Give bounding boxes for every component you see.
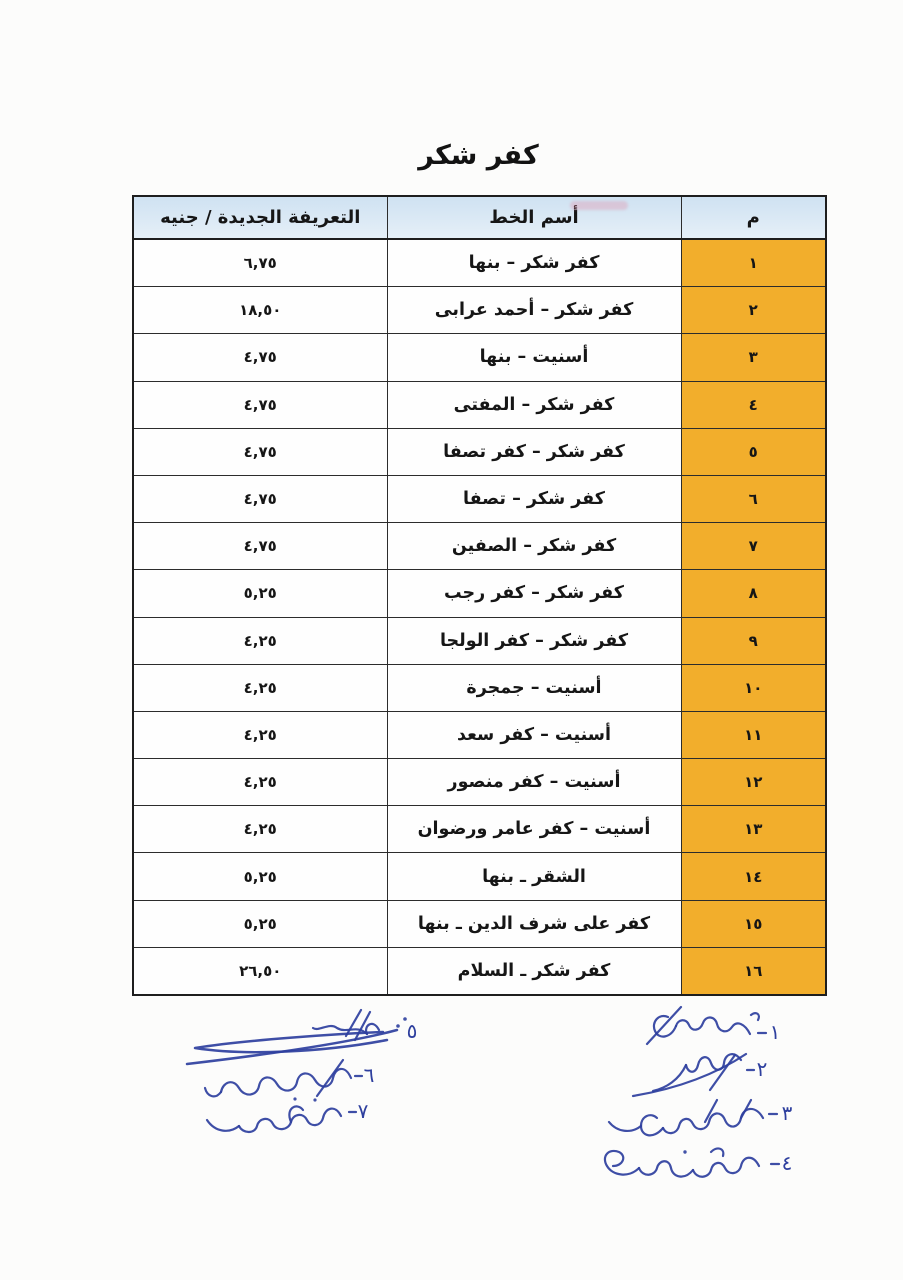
signature-number: ١ (769, 1020, 781, 1044)
tariff-value-cell: ٢٦,٥٠ (133, 947, 387, 995)
tariff-value-cell: ٤,٧٥ (133, 334, 387, 381)
ink-dot (396, 1024, 400, 1028)
header-cell-tariff: التعريفة الجديدة / جنيه (133, 196, 387, 239)
line-name-cell: الشقر ـ بنها (387, 853, 681, 900)
table-row (133, 806, 826, 853)
tariff-value-cell: ٤,٢٥ (133, 664, 387, 711)
table-row (133, 239, 826, 287)
ink-dot (293, 1097, 296, 1100)
tariff-value-cell: ١٨,٥٠ (133, 287, 387, 334)
header-cell-number: م (681, 196, 826, 239)
row-number-cell: ٦ (681, 475, 826, 522)
tariff-value-cell: ٥,٢٥ (133, 570, 387, 617)
line-name-cell: أسنيت – بنها (387, 334, 681, 381)
line-name-cell: كفر شكر – الصفين (387, 523, 681, 570)
tariff-table (132, 195, 827, 996)
table-row (133, 334, 826, 381)
row-number-cell: ١٦ (681, 947, 826, 995)
tariff-value-cell: ٤,٢٥ (133, 711, 387, 758)
line-name-cell: كفر شكر – أحمد عرابى (387, 287, 681, 334)
line-name-cell: كفر على شرف الدين ـ بنها (387, 900, 681, 947)
row-number-cell: ٨ (681, 570, 826, 617)
signature-scribble (711, 1149, 723, 1156)
table-body (133, 239, 826, 995)
line-name-cell: كفر شكر – تصفا (387, 475, 681, 522)
line-name-cell: أسنيت – كفر عامر ورضوان (387, 806, 681, 853)
signature-scribble (639, 1161, 693, 1176)
document-title: كفر شكر (418, 140, 539, 171)
tariff-value-cell: ٦,٧٥ (133, 239, 387, 287)
row-number-cell: ٣ (681, 334, 826, 381)
tariff-value-cell: ٥,٢٥ (133, 900, 387, 947)
table-row (133, 664, 826, 711)
signature-number: ٧ (357, 1099, 369, 1123)
table-row (133, 381, 826, 428)
table-row (133, 711, 826, 758)
scan-smudge (570, 201, 628, 210)
tariff-value-cell: ٤,٧٥ (133, 381, 387, 428)
signature-scribble (609, 1122, 641, 1131)
tariff-value-cell: ٤,٢٥ (133, 759, 387, 806)
line-name-cell: كفر شكر – المفتى (387, 381, 681, 428)
signature-number: ٤ (781, 1151, 793, 1175)
line-name-cell: أسنيت – جمجرة (387, 664, 681, 711)
ink-dot (683, 1150, 686, 1153)
table-row (133, 947, 826, 995)
tariff-value-cell: ٤,٢٥ (133, 806, 387, 853)
signature-item-5 (187, 1010, 417, 1064)
table-row (133, 759, 826, 806)
signature-scribble (221, 1069, 351, 1095)
row-number-cell: ٥ (681, 428, 826, 475)
row-number-cell: ١٥ (681, 900, 826, 947)
tariff-value-cell: ٤,٢٥ (133, 617, 387, 664)
signature-scribble (207, 1120, 239, 1131)
ink-dot (313, 1098, 316, 1101)
signature-number: ٢ (756, 1057, 768, 1081)
row-number-cell: ٧ (681, 523, 826, 570)
row-number-cell: ١٤ (681, 853, 826, 900)
signature-item-6 (205, 1060, 374, 1096)
table-row (133, 570, 826, 617)
tariff-value-cell: ٥,٢٥ (133, 853, 387, 900)
row-number-cell: ١٣ (681, 806, 826, 853)
line-name-cell: كفر شكر – كفر الولجا (387, 617, 681, 664)
row-number-cell: ٤ (681, 381, 826, 428)
signature-item-1 (647, 1007, 780, 1044)
row-number-cell: ١٠ (681, 664, 826, 711)
row-number-cell: ٢ (681, 287, 826, 334)
ink-dot (403, 1017, 407, 1021)
tariff-value-cell: ٤,٧٥ (133, 523, 387, 570)
line-name-cell: كفر شكر – كفر تصفا (387, 428, 681, 475)
signature-scribble (633, 1054, 746, 1096)
signature-item-4 (605, 1149, 792, 1177)
signatures-left-column (165, 1000, 430, 1145)
table-header-row (133, 196, 826, 239)
table-row (133, 523, 826, 570)
table-row (133, 853, 826, 900)
row-number-cell: ١١ (681, 711, 826, 758)
row-number-cell: ١٢ (681, 759, 826, 806)
signature-item-2 (633, 1054, 767, 1096)
table-row (133, 900, 826, 947)
signature-number: ٥ (406, 1019, 418, 1043)
header-cell-line-name: أسم الخط (387, 196, 681, 239)
signature-scribble (187, 1030, 397, 1064)
table-row (133, 428, 826, 475)
signature-scribble (693, 1158, 759, 1177)
line-name-cell: كفر شكر – بنها (387, 239, 681, 287)
signature-scribble (751, 1013, 759, 1020)
signature-scribble (641, 1115, 663, 1135)
signature-item-3 (609, 1100, 793, 1135)
signature-scribble (205, 1088, 221, 1096)
signature-number: ٣ (781, 1101, 793, 1125)
tariff-value-cell: ٤,٧٥ (133, 475, 387, 522)
signature-item-7 (207, 1097, 369, 1132)
signatures-right-column (545, 1000, 800, 1195)
line-name-cell: أسنيت – كفر منصور (387, 759, 681, 806)
signature-scribble (317, 1060, 343, 1096)
line-name-cell: كفر شكر ـ السلام (387, 947, 681, 995)
line-name-cell: أسنيت – كفر سعد (387, 711, 681, 758)
signature-scribble (676, 1017, 750, 1034)
signature-scribble (605, 1151, 639, 1175)
signature-scribble (663, 1109, 763, 1133)
table-row (133, 287, 826, 334)
line-name-cell: كفر شكر – كفر رجب (387, 570, 681, 617)
table-row (133, 617, 826, 664)
row-number-cell: ١ (681, 239, 826, 287)
tariff-value-cell: ٤,٧٥ (133, 428, 387, 475)
signature-number: ٦ (363, 1063, 375, 1087)
row-number-cell: ٩ (681, 617, 826, 664)
table-row (133, 475, 826, 522)
